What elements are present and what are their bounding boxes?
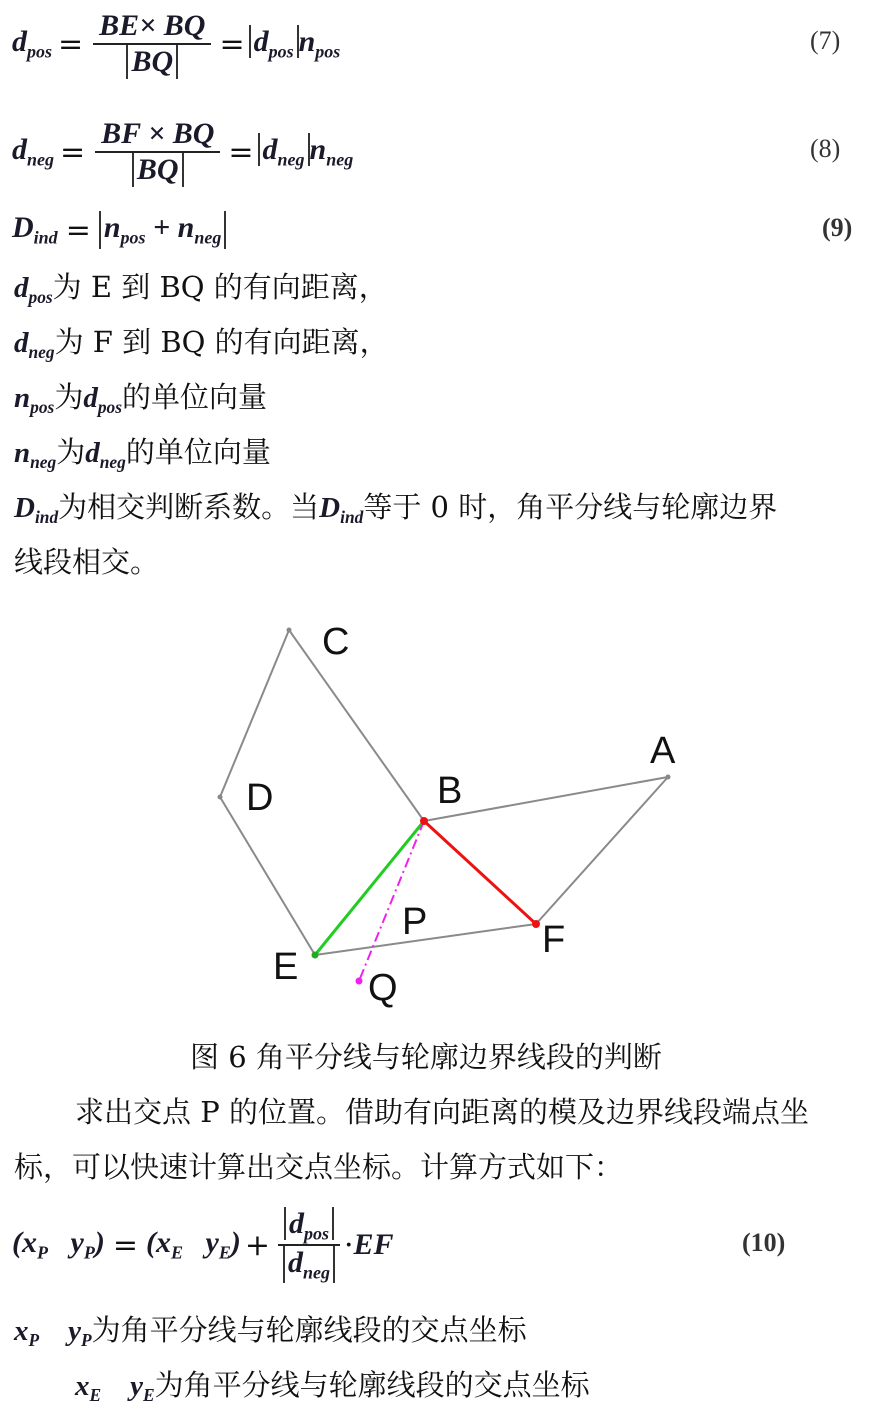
point-e bbox=[312, 952, 319, 959]
equation-10: ($x_P$ $y_P$) = ($x_E$ $y_E$) + $\frac{d_{pos}}{d_{neg}}$ · EF bbox=[12, 1206, 394, 1283]
point-c bbox=[287, 628, 292, 633]
definition-d-ind: $D_{ind}$为相交判断系数。当$D_{ind}$等于 0 时，角平分线与轮廓边界 bbox=[14, 490, 778, 528]
label-c: C bbox=[322, 621, 350, 663]
label-p: P bbox=[402, 901, 428, 943]
label-e: E bbox=[273, 946, 299, 988]
note-e-coords: $x_E$ $y_E$为角平分线与轮廓线段的交点坐标 bbox=[75, 1368, 590, 1406]
point-b bbox=[420, 817, 428, 825]
definition-n-neg: $n_{neg}$为$d_{neg}$的单位向量 bbox=[14, 435, 271, 473]
edge-cb bbox=[289, 630, 424, 821]
label-f: F bbox=[542, 919, 566, 961]
figure-caption: 图 6 角平分线与轮廓边界线段的判断 bbox=[190, 1040, 662, 1074]
equation-number-7: (7) bbox=[810, 26, 841, 55]
edge-de bbox=[220, 797, 315, 955]
paragraph-line-1: 求出交点 P 的位置。借助有向距离的模及边界线段端点坐 bbox=[75, 1095, 809, 1129]
point-d bbox=[218, 795, 223, 800]
edge-fa bbox=[536, 777, 668, 924]
edge-cd bbox=[220, 630, 289, 797]
fraction: $\frac{BE\times BQ}{BQ}$ bbox=[93, 9, 211, 79]
point-f bbox=[532, 920, 540, 928]
paragraph-line-2: 标，可以快速计算出交点坐标。计算方式如下： bbox=[14, 1150, 624, 1184]
equation-number-10: (10) bbox=[742, 1228, 786, 1257]
definition-n-pos: $n_{pos}$为$d_{pos}$的单位向量 bbox=[14, 380, 268, 418]
note-p-coords: $x_P$ $y_P$为角平分线与轮廓线段的交点坐标 bbox=[14, 1313, 527, 1351]
point-a bbox=[666, 775, 671, 780]
equation-9: $D_{ind}$ = $n_{pos} + n_{neg}$ bbox=[12, 208, 226, 252]
segment-bf bbox=[424, 821, 536, 924]
point-q bbox=[356, 978, 363, 985]
label-b: B bbox=[437, 770, 463, 812]
figure-6-diagram bbox=[0, 600, 870, 1020]
equation-number-9: (9) bbox=[822, 213, 853, 242]
label-q: Q bbox=[368, 967, 398, 1009]
equation-number-8: (8) bbox=[810, 134, 841, 163]
definition-d-pos: $d_{pos}$为 E 到 BQ 的有向距离， bbox=[14, 270, 388, 308]
definition-continuation: 线段相交。 bbox=[14, 545, 160, 579]
label-d: D bbox=[246, 777, 274, 819]
definition-d-neg: $d_{neg}$为 F 到 BQ 的有向距离， bbox=[14, 325, 389, 363]
label-a: A bbox=[650, 730, 676, 772]
equation-8: $d_{neg}$ = $\frac{BF \times BQ}{BQ}$ = $d_{neg}$ $n_{neg}$ bbox=[12, 117, 354, 186]
equation-7: $d_{pos}$ = $\frac{BE\times BQ}{BQ}$ = $d_{pos}$ $n_{pos}$ bbox=[12, 9, 341, 78]
